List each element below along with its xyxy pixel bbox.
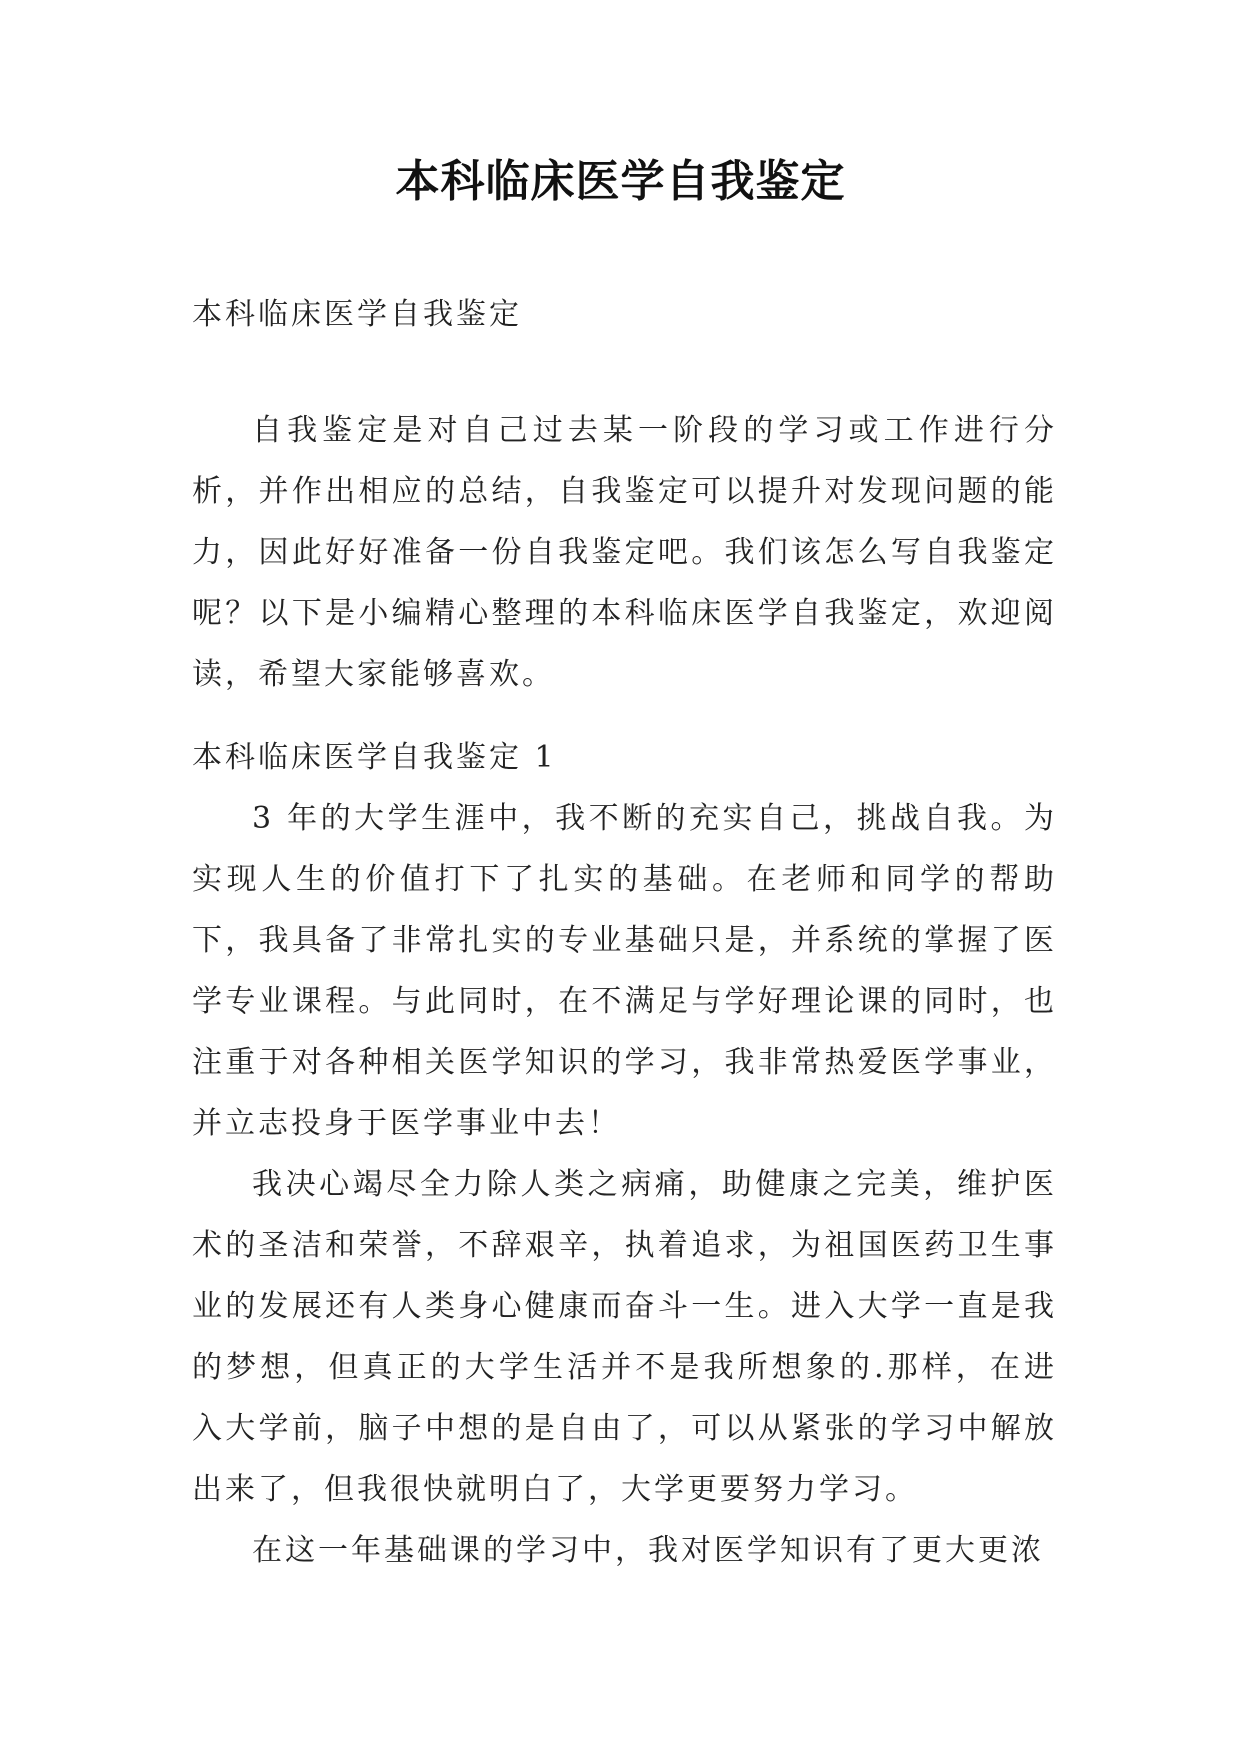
body-paragraph: 3 年的大学生涯中，我不断的充实自己，挑战自我。为实现人生的价值打下了扎实的基础。在老师和同学的帮助下，我具备了非常扎实的专业基础只是，并系统的掌握了医学专业课程。与此同时，在不满足与学好理论课的同时，也注重于对各种相关医学知识的学习，我非常热爱医学事业，并立志投身于医学事业中去！ xyxy=(192,801,1057,1141)
document-subtitle: 本科临床医学自我鉴定 xyxy=(192,297,522,332)
intro-paragraph: 自我鉴定是对自己过去某一阶段的学习或工作进行分析，并作出相应的总结，自我鉴定可以提升对发现问题的能力，因此好好准备一份自我鉴定吧。我们该怎么写自我鉴定呢？以下是小编精心整理的本科临床医学自我鉴定，欢迎阅读，希望大家能够喜欢。 xyxy=(192,413,1057,692)
document-title: 本科临床医学自我鉴定 xyxy=(395,156,846,207)
section-content xyxy=(192,788,1057,1581)
section-heading: 本科临床医学自我鉴定 1 xyxy=(192,740,557,775)
intro-block xyxy=(192,400,1057,705)
body-paragraph: 在这一年基础课的学习中，我对医学知识有了更大更浓 xyxy=(252,1533,1044,1568)
body-paragraph: 我决心竭尽全力除人类之病痛，助健康之完美，维护医术的圣洁和荣誉，不辞艰辛，执着追求，为祖国医药卫生事业的发展还有人类身心健康而奋斗一生。进入大学一直是我的梦想，但真正的大学生活并不是我所想象的.那样，在进入大学前，脑子中想的是自由了，可以从紧张的学习中解放出来了，但我很快就明白了，大学更要努力学习。 xyxy=(192,1167,1057,1507)
